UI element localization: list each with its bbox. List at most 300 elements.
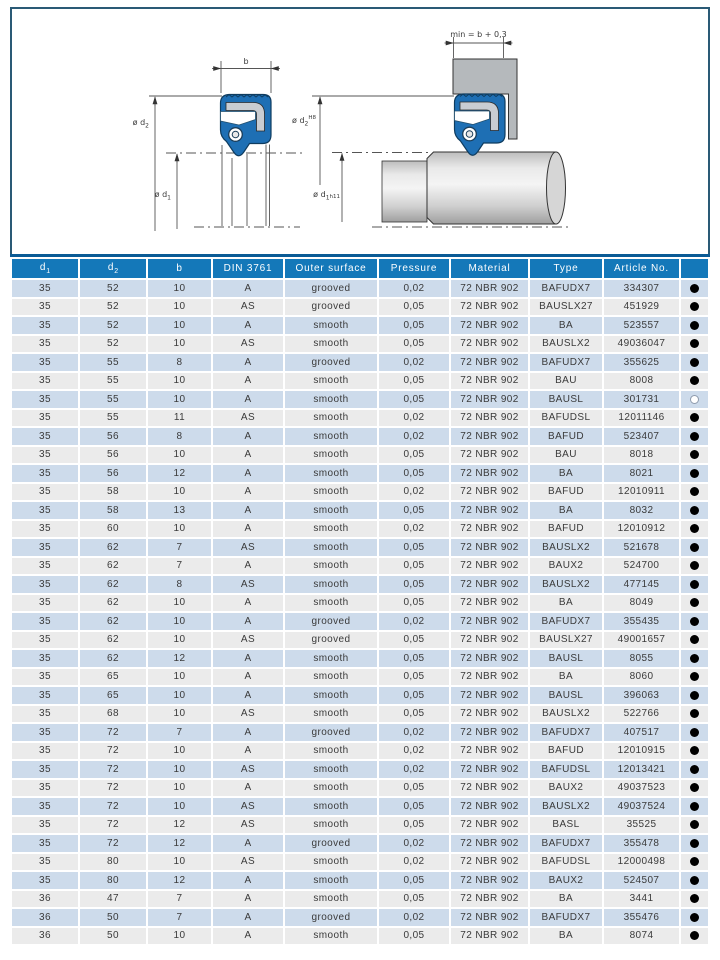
filled-circle-indicator <box>690 857 699 866</box>
cell-article: 451929 <box>604 299 679 316</box>
cell-type: BAUX2 <box>530 872 602 889</box>
cell-d1: 35 <box>12 854 78 871</box>
cell-article: 522766 <box>604 706 679 723</box>
cell-availability <box>681 817 708 834</box>
table-row <box>12 706 708 723</box>
filled-circle-indicator <box>690 913 699 922</box>
cell-article: 523557 <box>604 317 679 334</box>
cell-d1: 35 <box>12 632 78 649</box>
cell-article: 524700 <box>604 558 679 575</box>
cell-material: 72 NBR 902 <box>451 891 528 908</box>
cell-material: 72 NBR 902 <box>451 724 528 741</box>
cell-availability <box>681 410 708 427</box>
table-row <box>12 539 708 556</box>
cell-article: 12010912 <box>604 521 679 538</box>
cell-surface: smooth <box>285 373 377 390</box>
cell-d1: 35 <box>12 650 78 667</box>
cell-b: 10 <box>148 854 211 871</box>
cell-article: 355478 <box>604 835 679 852</box>
cell-din: AS <box>213 336 283 353</box>
cell-b: 11 <box>148 410 211 427</box>
cell-availability <box>681 650 708 667</box>
cell-type: BAUSLX2 <box>530 539 602 556</box>
cell-b: 10 <box>148 743 211 760</box>
cell-availability <box>681 891 708 908</box>
cell-b: 7 <box>148 724 211 741</box>
filled-circle-indicator <box>690 506 699 515</box>
cell-material: 72 NBR 902 <box>451 669 528 686</box>
filled-circle-indicator <box>690 561 699 570</box>
cell-article: 521678 <box>604 539 679 556</box>
cell-availability <box>681 502 708 519</box>
cell-din: A <box>213 669 283 686</box>
cell-pressure: 0,05 <box>379 687 449 704</box>
cell-pressure: 0,05 <box>379 928 449 945</box>
filled-circle-indicator <box>690 876 699 885</box>
cell-din: AS <box>213 410 283 427</box>
cell-b: 10 <box>148 299 211 316</box>
cell-material: 72 NBR 902 <box>451 928 528 945</box>
cell-din: AS <box>213 761 283 778</box>
table-row <box>12 410 708 427</box>
cell-din: AS <box>213 817 283 834</box>
cell-pressure: 0,05 <box>379 539 449 556</box>
cell-b: 10 <box>148 761 211 778</box>
cell-type: BAUSLX27 <box>530 632 602 649</box>
table-row <box>12 484 708 501</box>
d2-H8-dimension-label: ø $d_2^{H8}$ <box>292 115 316 128</box>
cell-availability <box>681 854 708 871</box>
cell-pressure: 0,02 <box>379 835 449 852</box>
cell-din: AS <box>213 299 283 316</box>
cell-type: BAFUD <box>530 428 602 445</box>
cell-pressure: 0,02 <box>379 484 449 501</box>
filled-circle-indicator <box>690 839 699 848</box>
col-header-d1: $d_1$ <box>12 259 78 278</box>
cell-d2: 72 <box>80 743 146 760</box>
cell-d1: 35 <box>12 484 78 501</box>
cell-din: A <box>213 743 283 760</box>
cell-article: 355476 <box>604 909 679 926</box>
cell-surface: smooth <box>285 447 377 464</box>
cell-type: BAUSL <box>530 650 602 667</box>
cell-type: BAFUDSL <box>530 410 602 427</box>
cell-surface: smooth <box>285 558 377 575</box>
cell-din: A <box>213 317 283 334</box>
cell-d1: 35 <box>12 835 78 852</box>
cell-b: 8 <box>148 576 211 593</box>
cell-availability <box>681 336 708 353</box>
cell-surface: smooth <box>285 391 377 408</box>
cell-availability <box>681 632 708 649</box>
cell-b: 10 <box>148 447 211 464</box>
cell-din: A <box>213 613 283 630</box>
cell-pressure: 0,05 <box>379 798 449 815</box>
cell-din: A <box>213 724 283 741</box>
cell-type: BAFUDSL <box>530 854 602 871</box>
cell-d2: 60 <box>80 521 146 538</box>
cell-availability <box>681 724 708 741</box>
cell-pressure: 0,05 <box>379 336 449 353</box>
shaft-end-face <box>547 152 566 224</box>
cell-article: 8021 <box>604 465 679 482</box>
cell-material: 72 NBR 902 <box>451 521 528 538</box>
table-row <box>12 373 708 390</box>
cell-pressure: 0,05 <box>379 817 449 834</box>
cell-surface: grooved <box>285 280 377 297</box>
cell-type: BAU <box>530 373 602 390</box>
cell-d1: 35 <box>12 558 78 575</box>
cell-article: 49001657 <box>604 632 679 649</box>
cell-b: 10 <box>148 798 211 815</box>
cell-d2: 72 <box>80 761 146 778</box>
cell-availability <box>681 354 708 371</box>
cell-surface: grooved <box>285 299 377 316</box>
cell-b: 13 <box>148 502 211 519</box>
cell-material: 72 NBR 902 <box>451 428 528 445</box>
cell-b: 10 <box>148 317 211 334</box>
cell-b: 10 <box>148 669 211 686</box>
cell-material: 72 NBR 902 <box>451 780 528 797</box>
cell-type: BAFUDX7 <box>530 835 602 852</box>
table-row <box>12 854 708 871</box>
cell-d2: 50 <box>80 928 146 945</box>
cell-pressure: 0,02 <box>379 724 449 741</box>
cell-b: 8 <box>148 354 211 371</box>
cell-pressure: 0,05 <box>379 299 449 316</box>
cell-din: A <box>213 280 283 297</box>
cell-availability <box>681 539 708 556</box>
cell-surface: smooth <box>285 502 377 519</box>
cell-surface: smooth <box>285 854 377 871</box>
cell-availability <box>681 484 708 501</box>
cell-material: 72 NBR 902 <box>451 595 528 612</box>
cell-din: A <box>213 391 283 408</box>
cell-type: BA <box>530 465 602 482</box>
cell-d1: 35 <box>12 706 78 723</box>
cell-article: 355625 <box>604 354 679 371</box>
cell-b: 10 <box>148 373 211 390</box>
cell-article: 12010915 <box>604 743 679 760</box>
technical-drawing <box>10 7 710 255</box>
cell-availability <box>681 669 708 686</box>
cell-material: 72 NBR 902 <box>451 410 528 427</box>
cell-d2: 72 <box>80 835 146 852</box>
cell-material: 72 NBR 902 <box>451 798 528 815</box>
cell-article: 8055 <box>604 650 679 667</box>
cell-d1: 35 <box>12 410 78 427</box>
cell-d2: 80 <box>80 872 146 889</box>
cell-material: 72 NBR 902 <box>451 558 528 575</box>
cell-type: BAUX2 <box>530 780 602 797</box>
cell-surface: smooth <box>285 317 377 334</box>
filled-circle-indicator <box>690 728 699 737</box>
cell-d1: 35 <box>12 354 78 371</box>
cell-b: 10 <box>148 632 211 649</box>
cell-d2: 62 <box>80 539 146 556</box>
col-header-outer-surface: Outer surface <box>285 259 377 278</box>
cell-pressure: 0,05 <box>379 317 449 334</box>
table-row <box>12 521 708 538</box>
table-row <box>12 724 708 741</box>
cell-din: AS <box>213 576 283 593</box>
cell-din: A <box>213 650 283 667</box>
table-row <box>12 336 708 353</box>
cell-b: 8 <box>148 428 211 445</box>
cell-material: 72 NBR 902 <box>451 743 528 760</box>
cell-surface: smooth <box>285 872 377 889</box>
cell-d1: 35 <box>12 447 78 464</box>
cell-material: 72 NBR 902 <box>451 576 528 593</box>
cell-article: 8074 <box>604 928 679 945</box>
cell-material: 72 NBR 902 <box>451 854 528 871</box>
cell-surface: grooved <box>285 632 377 649</box>
cell-d2: 68 <box>80 706 146 723</box>
table-row <box>12 317 708 334</box>
cell-type: BAFUDX7 <box>530 909 602 926</box>
cell-material: 72 NBR 902 <box>451 354 528 371</box>
cell-b: 10 <box>148 687 211 704</box>
filled-circle-indicator <box>690 802 699 811</box>
cell-b: 12 <box>148 817 211 834</box>
cell-article: 12011146 <box>604 410 679 427</box>
cell-article: 49037524 <box>604 798 679 815</box>
cell-pressure: 0,05 <box>379 502 449 519</box>
cell-b: 10 <box>148 613 211 630</box>
shaft-step <box>382 161 427 222</box>
cell-d2: 80 <box>80 854 146 871</box>
cell-b: 12 <box>148 650 211 667</box>
cell-material: 72 NBR 902 <box>451 539 528 556</box>
cell-article: 8032 <box>604 502 679 519</box>
cell-article: 301731 <box>604 391 679 408</box>
table-row <box>12 780 708 797</box>
cell-d1: 35 <box>12 817 78 834</box>
cell-d1: 35 <box>12 465 78 482</box>
cell-article: 8008 <box>604 373 679 390</box>
cell-pressure: 0,02 <box>379 761 449 778</box>
cell-pressure: 0,02 <box>379 428 449 445</box>
cell-d2: 62 <box>80 558 146 575</box>
cell-article: 49036047 <box>604 336 679 353</box>
cell-d1: 35 <box>12 336 78 353</box>
cell-surface: smooth <box>285 743 377 760</box>
cell-b: 7 <box>148 539 211 556</box>
cell-b: 10 <box>148 280 211 297</box>
cell-type: BAUSL <box>530 391 602 408</box>
cell-d2: 62 <box>80 613 146 630</box>
cell-availability <box>681 613 708 630</box>
cell-type: BA <box>530 928 602 945</box>
cell-b: 12 <box>148 835 211 852</box>
filled-circle-indicator <box>690 469 699 478</box>
filled-circle-indicator <box>690 524 699 533</box>
cell-article: 523407 <box>604 428 679 445</box>
cell-surface: grooved <box>285 354 377 371</box>
cell-material: 72 NBR 902 <box>451 835 528 852</box>
cell-material: 72 NBR 902 <box>451 465 528 482</box>
cell-pressure: 0,05 <box>379 576 449 593</box>
cell-availability <box>681 280 708 297</box>
catalog-table-body <box>12 280 708 944</box>
cell-pressure: 0,02 <box>379 613 449 630</box>
filled-circle-indicator <box>690 746 699 755</box>
table-row <box>12 595 708 612</box>
cell-article: 12013421 <box>604 761 679 778</box>
cell-d2: 52 <box>80 317 146 334</box>
cell-material: 72 NBR 902 <box>451 336 528 353</box>
installed-view <box>292 30 570 227</box>
cell-d2: 55 <box>80 410 146 427</box>
cell-din: A <box>213 465 283 482</box>
cell-pressure: 0,05 <box>379 595 449 612</box>
cell-d1: 36 <box>12 909 78 926</box>
table-row <box>12 928 708 945</box>
filled-circle-indicator <box>690 598 699 607</box>
cell-availability <box>681 872 708 889</box>
cell-type: BAFUD <box>530 743 602 760</box>
cell-material: 72 NBR 902 <box>451 872 528 889</box>
cell-article: 12010911 <box>604 484 679 501</box>
cell-surface: grooved <box>285 613 377 630</box>
cell-d1: 35 <box>12 317 78 334</box>
cell-din: A <box>213 835 283 852</box>
cell-type: BAFUD <box>530 521 602 538</box>
cell-d1: 35 <box>12 798 78 815</box>
filled-circle-indicator <box>690 635 699 644</box>
cell-d2: 62 <box>80 650 146 667</box>
filled-circle-indicator <box>690 543 699 552</box>
shaft <box>427 152 556 224</box>
cell-material: 72 NBR 902 <box>451 373 528 390</box>
cell-din: A <box>213 447 283 464</box>
table-row <box>12 502 708 519</box>
table-row <box>12 817 708 834</box>
cell-d2: 55 <box>80 373 146 390</box>
cell-availability <box>681 798 708 815</box>
col-header-b: b <box>148 259 211 278</box>
cell-pressure: 0,05 <box>379 558 449 575</box>
cell-d2: 52 <box>80 280 146 297</box>
cell-material: 72 NBR 902 <box>451 706 528 723</box>
cell-din: A <box>213 687 283 704</box>
cell-din: A <box>213 373 283 390</box>
cell-pressure: 0,05 <box>379 391 449 408</box>
cell-b: 10 <box>148 391 211 408</box>
cell-d2: 55 <box>80 391 146 408</box>
table-row <box>12 354 708 371</box>
filled-circle-indicator <box>690 617 699 626</box>
cell-type: BA <box>530 891 602 908</box>
cell-material: 72 NBR 902 <box>451 632 528 649</box>
cell-surface: smooth <box>285 521 377 538</box>
cell-availability <box>681 780 708 797</box>
cell-d2: 62 <box>80 576 146 593</box>
cell-surface: grooved <box>285 909 377 926</box>
filled-circle-indicator <box>690 654 699 663</box>
table-row <box>12 576 708 593</box>
filled-circle-indicator <box>690 450 699 459</box>
filled-circle-indicator <box>690 765 699 774</box>
table-row <box>12 299 708 316</box>
cell-type: BA <box>530 502 602 519</box>
cell-article: 35525 <box>604 817 679 834</box>
filled-circle-indicator <box>690 931 699 940</box>
cell-material: 72 NBR 902 <box>451 502 528 519</box>
min-width-label: min = b + 0,3 <box>450 30 507 39</box>
filled-circle-indicator <box>690 376 699 385</box>
d1-dimension-label: ø $d_1$ <box>154 190 171 202</box>
cell-din: AS <box>213 632 283 649</box>
table-row <box>12 743 708 760</box>
table-row <box>12 669 708 686</box>
cell-din: A <box>213 891 283 908</box>
cell-material: 72 NBR 902 <box>451 391 528 408</box>
cell-surface: smooth <box>285 669 377 686</box>
filled-circle-indicator <box>690 820 699 829</box>
cell-availability <box>681 909 708 926</box>
filled-circle-indicator <box>690 321 699 330</box>
cell-article: 477145 <box>604 576 679 593</box>
cell-d1: 35 <box>12 780 78 797</box>
cell-b: 10 <box>148 336 211 353</box>
cell-din: AS <box>213 798 283 815</box>
filled-circle-indicator <box>690 672 699 681</box>
cell-din: A <box>213 909 283 926</box>
cell-availability <box>681 447 708 464</box>
cell-surface: grooved <box>285 724 377 741</box>
page-frame <box>11 8 709 254</box>
cell-din: A <box>213 502 283 519</box>
cell-material: 72 NBR 902 <box>451 613 528 630</box>
cell-b: 10 <box>148 928 211 945</box>
cell-availability <box>681 706 708 723</box>
table-row <box>12 632 708 649</box>
cell-d2: 56 <box>80 465 146 482</box>
cell-type: BAUSLX2 <box>530 706 602 723</box>
cell-pressure: 0,02 <box>379 854 449 871</box>
filled-circle-indicator <box>690 339 699 348</box>
cell-d2: 58 <box>80 484 146 501</box>
cell-d2: 47 <box>80 891 146 908</box>
cell-availability <box>681 761 708 778</box>
cell-article: 407517 <box>604 724 679 741</box>
cell-din: A <box>213 484 283 501</box>
filled-circle-indicator <box>690 284 699 293</box>
cell-pressure: 0,05 <box>379 447 449 464</box>
cell-surface: smooth <box>285 761 377 778</box>
cell-availability <box>681 928 708 945</box>
cell-b: 7 <box>148 909 211 926</box>
cell-surface: smooth <box>285 484 377 501</box>
cell-pressure: 0,05 <box>379 872 449 889</box>
cell-d2: 72 <box>80 817 146 834</box>
cell-material: 72 NBR 902 <box>451 687 528 704</box>
cell-b: 10 <box>148 780 211 797</box>
cell-article: 355435 <box>604 613 679 630</box>
filled-circle-indicator <box>690 894 699 903</box>
cell-article: 3441 <box>604 891 679 908</box>
cell-pressure: 0,02 <box>379 909 449 926</box>
cell-surface: smooth <box>285 780 377 797</box>
cell-pressure: 0,05 <box>379 669 449 686</box>
table-row <box>12 835 708 852</box>
cell-d2: 50 <box>80 909 146 926</box>
table-row <box>12 761 708 778</box>
filled-circle-indicator <box>690 709 699 718</box>
cell-type: BAFUDX7 <box>530 613 602 630</box>
cell-pressure: 0,02 <box>379 280 449 297</box>
